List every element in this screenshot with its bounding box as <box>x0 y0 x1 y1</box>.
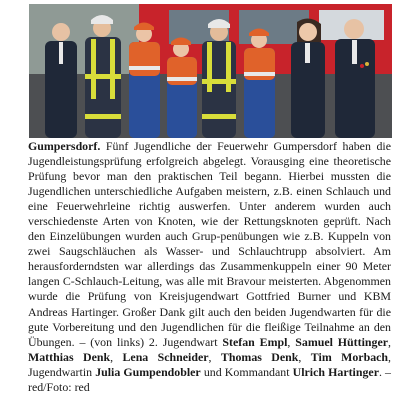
person-name: Matthias Denk <box>28 349 111 364</box>
separator: , Jugendwartin <box>28 349 392 379</box>
person-name: Samuel Hüttinger <box>295 334 389 349</box>
separator: , <box>208 349 221 364</box>
separator: und Kommandant <box>200 364 293 379</box>
separator: , <box>298 349 311 364</box>
group-photo <box>29 4 392 138</box>
dateline: Gumpersdorf. <box>28 139 101 153</box>
article-body <box>28 139 391 395</box>
photo-credit: . – red/Foto: red <box>28 364 392 394</box>
person-name: Julia Gumpendobler <box>95 364 201 379</box>
person-name: Stefan Empl <box>222 334 288 349</box>
article-text: Fünf Jugendliche der Feuerwehr Gumpersdorf haben die Jugendleistungsprüfung erfolgreich abgelegt. Vorausging eine theoretische Prüfung bevor man den praktischen Teil begann. Hierbei mussten die Jugendlichen unterschiedliche Aufgaben meistern, z.B. einen Schlauch und eine Feuerwehrleine richtig auswerfen. Unter anderem wurden auch verschiedenste Arten von Knoten, wie der Rettungsknoten geprüft. Nach den Einzelübungen wurden auch Grup-penübungen wie z.B. Kuppeln von zwei Saugschläuchen als Wasser- und Schlauchtrupp absolviert. Am herausforderndsten war allerdings das Zusammenkuppeln einer 90 Meter langen C-Schlauch-Leitung, was alle mit Bravour meisterten. Abgenommen wurde die Prüfung von Kreisjugendwart Gottfried Burner und KBM Andreas Hartinger. Großer Dank gilt auch den beiden Jugendwarten für die gute Vorbereitung und den Jugendlichen für die fleißige Teilnahme an den Übungen. – (von links) 2. Jugendwart <box>28 139 391 349</box>
separator: , <box>388 334 391 349</box>
separator: , <box>287 334 296 349</box>
person-name: Ulrich Hartinger <box>292 364 379 379</box>
person-name: Lena Schneider <box>122 349 209 364</box>
person-name: Thomas Denk <box>220 349 299 364</box>
separator: , <box>110 349 123 364</box>
person-name: Tim Morbach <box>310 349 389 364</box>
